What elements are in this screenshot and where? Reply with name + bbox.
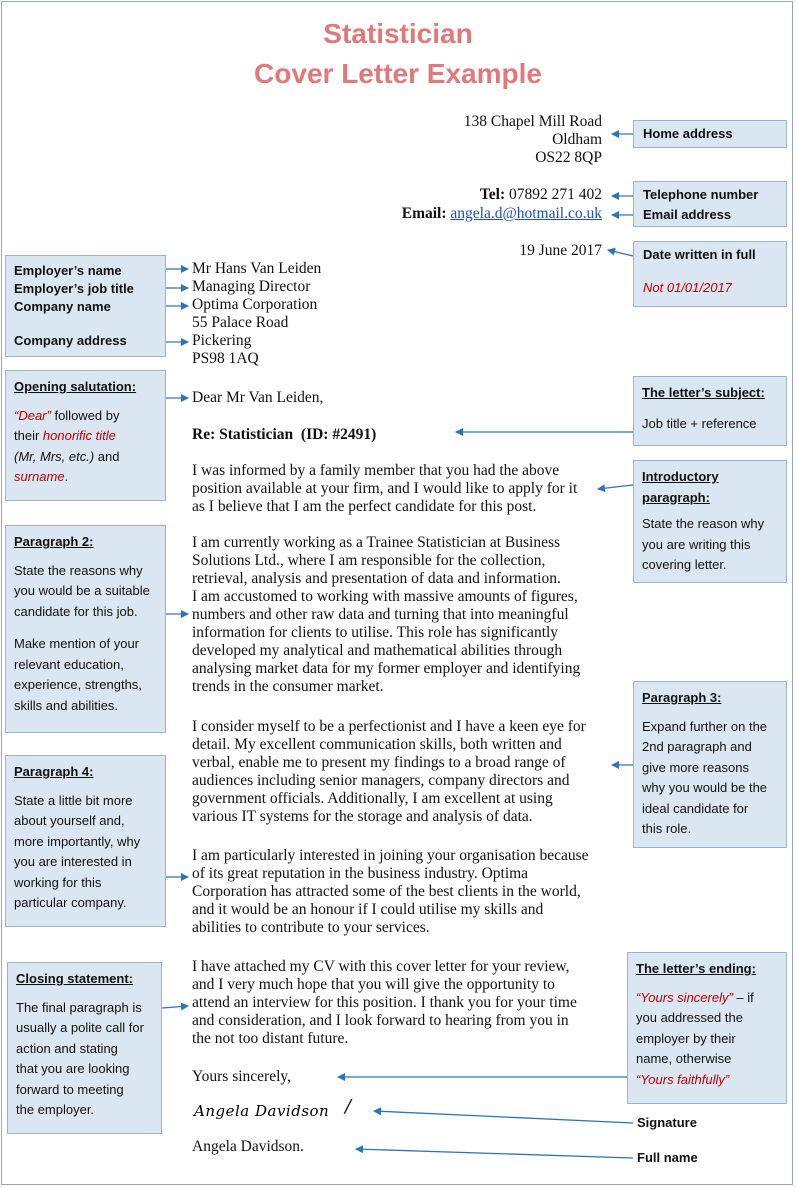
p2-line: you would be a suitable — [14, 583, 150, 598]
text-line: I am currently working as a Trainee Statistician at Business — [192, 534, 561, 551]
p3-line: give more reasons — [642, 759, 749, 775]
mr-text: (Mr, Mrs, etc.) — [14, 448, 95, 464]
recipient-line: Pickering — [192, 332, 252, 349]
p3-line: why you would be the — [642, 780, 768, 795]
closing-line: forward to meeting — [16, 1081, 124, 1097]
signature-label: Signature — [637, 1115, 697, 1130]
arrow-full-name — [356, 1149, 633, 1158]
p3-line: this role. — [642, 821, 692, 836]
dear-text: “Dear” — [14, 407, 51, 423]
subject-head: The letter’s subject: — [642, 385, 765, 400]
text-line: detail. My excellent communication skills, both written and — [192, 736, 562, 753]
salutation: Dear Mr Van Leiden, — [192, 389, 324, 406]
closing-line: The final paragraph is — [16, 999, 142, 1015]
text-line: numbers and other raw data and turning that into meaningful — [192, 606, 569, 623]
p4-line: more importantly, why — [14, 833, 141, 849]
recipient-line: Optima Corporation — [192, 296, 318, 313]
telephone-label: Telephone number — [643, 187, 759, 202]
p3-line: 2nd paragraph and — [642, 739, 752, 754]
full-name-label: Full name — [637, 1150, 698, 1165]
title-line-1: Statistician — [323, 18, 473, 49]
signature-flourish: / — [345, 1096, 352, 1117]
title-line-2: Cover Letter Example — [254, 58, 542, 89]
text-line: I am accustomed to working with massive amounts of figures, — [192, 588, 578, 605]
address-line: 138 Chapel Mill Road — [463, 113, 602, 130]
text-line: Corporation has attracted some of the best clients in the world, — [192, 883, 581, 900]
recipient-line: 55 Palace Road — [192, 314, 289, 331]
p2-line: skills and abilities. — [14, 697, 119, 713]
intro-line: State the reason why — [642, 516, 765, 531]
signature: Angela Davidson — [194, 1102, 330, 1120]
p4-line: State a little bit more — [14, 792, 133, 808]
ending-head: The letter’s ending: — [636, 961, 756, 976]
p4-line: you are interested in — [14, 854, 132, 869]
text-line: various IT systems for the storage and analysis of data. — [192, 808, 533, 825]
company-name-label: Company name — [14, 299, 111, 314]
arrow-introduction — [598, 485, 633, 489]
closing-line: that you are looking — [16, 1061, 130, 1076]
closing-line: action and stating — [16, 1040, 118, 1056]
text-line: information for clients to utilise. This role has significantly — [192, 624, 559, 641]
dot-text: . — [64, 469, 69, 484]
ending-line: employer by their — [636, 1030, 736, 1046]
address-line: Oldham — [552, 131, 602, 148]
surname-text: surname — [14, 469, 65, 484]
tel-value: 07892 271 402 — [509, 186, 602, 203]
text-line: and it would be an honour if I could utilise my skills and — [192, 901, 544, 918]
text-line: and consideration, and I look forward to hearing from you in — [192, 1012, 569, 1029]
text-line: of its great reputation in the business industry. Optima — [192, 865, 529, 882]
p2-line: candidate for this job. — [14, 603, 138, 619]
recipient-line: PS98 1AQ — [192, 350, 259, 367]
closing-statement-head: Closing statement: — [16, 971, 134, 986]
p2-line: experience, strengths, — [14, 677, 142, 692]
email-link[interactable]: angela.d@hotmail.co.uk — [450, 205, 602, 222]
email-label-annotation: Email address — [643, 207, 732, 222]
text-line: I am particularly interested in joining your organisation because — [192, 847, 589, 864]
closing-line: usually a polite call for — [16, 1020, 144, 1035]
text-line: position available at your firm, and I would like to apply for it — [192, 480, 578, 497]
text-line: government officials. Additionally, I am excellent at using — [192, 790, 553, 807]
text-line: I have attached my CV with this cover letter for your review, — [192, 958, 570, 975]
arrow-closing-statement — [162, 1006, 188, 1008]
paragraph-4-head: Paragraph 4: — [14, 764, 94, 779]
text-line: audiences including senior managers, company directors and — [192, 772, 570, 789]
p4-line: particular company. — [14, 895, 127, 910]
tel-label: Tel: — [479, 186, 506, 203]
text-line: the not too distant future. — [192, 1030, 349, 1047]
followed-text: followed by — [50, 407, 120, 423]
p2-line: Make mention of your — [14, 636, 140, 651]
honorific-text: honorific title — [42, 428, 116, 443]
subject-body: Job title + reference — [642, 415, 757, 431]
arrow-date — [608, 250, 633, 256]
p3-line: Expand further on the — [642, 718, 768, 734]
arrow-signature — [374, 1111, 633, 1123]
p4-line: working for this — [14, 874, 102, 890]
company-address-label: Company address — [14, 333, 127, 348]
home-address-label: Home address — [643, 126, 733, 141]
dash-text: – if — [732, 989, 754, 1005]
and-text: and — [94, 448, 120, 464]
date-annotation-head: Date written in full — [643, 247, 756, 262]
text-line: as I believe that I am the perfect candidate for this post. — [192, 498, 537, 515]
opening-salutation-head: Opening salutation: — [14, 379, 137, 394]
p2-line: State the reasons why — [14, 562, 143, 578]
text-line: I was informed by a family member that you had the above — [192, 462, 560, 479]
yours-faithfully-text: “Yours faithfully” — [636, 1071, 730, 1087]
text-line: retrieval, analysis and presentation of data and information. — [192, 570, 561, 587]
closing-line: the employer. — [16, 1102, 95, 1117]
intro-line: you are writing this — [642, 536, 751, 552]
text-line: trends in the consumer market. — [192, 678, 384, 695]
intro-line: covering letter. — [642, 557, 727, 572]
address-line: OS22 8QP — [535, 149, 602, 166]
text-line: attend an interview for this position. I thank you for your time — [192, 994, 577, 1011]
letter-date: 19 June 2017 — [519, 242, 602, 259]
employer-title-label: Employer’s job title — [14, 281, 134, 296]
ending-line: name, otherwise — [636, 1051, 732, 1066]
p3-line: ideal candidate for — [642, 800, 749, 816]
p2-line: relevant education, — [14, 656, 124, 672]
paragraph-3-head: Paragraph 3: — [642, 690, 722, 705]
text-line: analysing market data for my former employer and identifying — [192, 660, 581, 677]
yours-sincerely-text: “Yours sincerely” — [636, 989, 733, 1005]
email-label: Email: — [401, 205, 447, 222]
text-line: verbal, enable me to present my findings to a broad range of — [192, 754, 566, 771]
text-line: developed my analytical and mathematical abilities through — [192, 642, 563, 659]
closing-line: Yours sincerely, — [192, 1068, 292, 1085]
full-name: Angela Davidson. — [192, 1138, 304, 1155]
text-line: and I very much hope that you will give the opportunity to — [192, 976, 555, 993]
ending-line: you addressed the — [636, 1010, 743, 1025]
their-text: their — [14, 428, 43, 443]
employer-name-label: Employer’s name — [14, 263, 122, 278]
introductory-head: Introductory paragraph: — [642, 469, 719, 505]
p4-line: about yourself and, — [14, 813, 125, 828]
text-line: I consider myself to be a perfectionist and I have a keen eye for — [192, 718, 586, 735]
subject-line: Re: Statistician (ID: #2491) — [192, 426, 377, 443]
text-line: abilities to contribute to your services. — [192, 919, 430, 936]
paragraph-2-head: Paragraph 2: — [14, 534, 94, 549]
text-line: Solutions Ltd., where I am responsible for the collection, — [192, 552, 546, 569]
recipient-line: Mr Hans Van Leiden — [192, 260, 322, 277]
recipient-line: Managing Director — [192, 278, 311, 295]
date-annotation-note: Not 01/01/2017 — [643, 279, 732, 295]
